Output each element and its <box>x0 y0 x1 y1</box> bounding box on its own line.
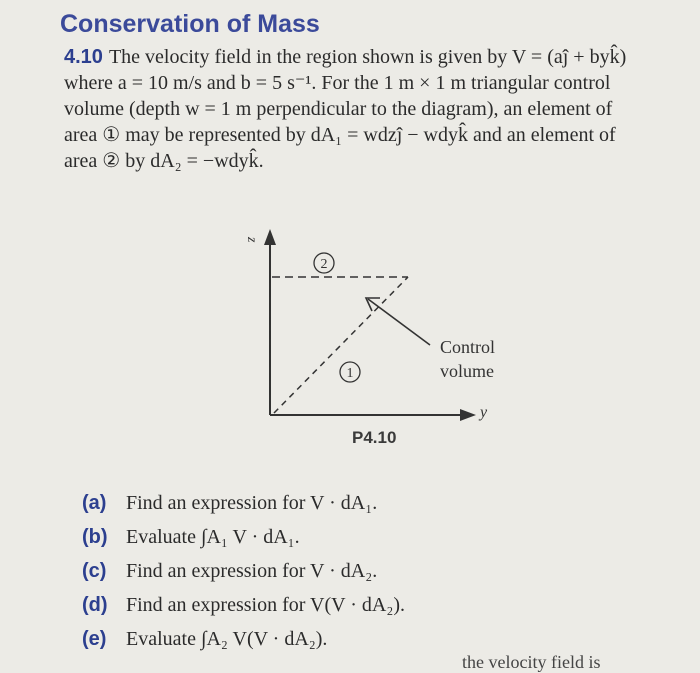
section-title: Conservation of Mass <box>60 10 320 38</box>
area-2-label: 2 <box>320 257 328 272</box>
problem-line-5: area ② by dA₂ = −wdyk̂. <box>64 150 264 172</box>
figure-caption: P4.10 <box>352 428 397 447</box>
control-volume-label-line1: Control <box>440 337 496 357</box>
cv-diagonal-edge <box>274 277 408 413</box>
part-b <box>82 520 405 554</box>
part-d-letter: (d) <box>82 593 108 616</box>
cut-off-text: the velocity field is <box>462 652 601 672</box>
problem-line-3: volume (depth w = 1 m perpendicular to the diagram), an element of <box>64 98 613 120</box>
y-axis-label: y <box>480 404 488 421</box>
problem-line-4: area ① may be represented by dA₁ = wdzĵ − wdyk̂ and an element of <box>64 124 616 146</box>
problem-parts <box>82 486 405 656</box>
part-b-text: Evaluate ∫A₁ V · dA₁. <box>126 525 300 548</box>
part-e-text: Evaluate ∫A₂ V(V · dA₂). <box>126 627 328 650</box>
part-a <box>82 486 405 520</box>
z-axis-label: z <box>244 237 259 243</box>
part-a-text: Find an expression for V · dA₁. <box>126 491 378 514</box>
area-1-label: 1 <box>346 366 354 381</box>
y-axis-arrow <box>460 409 476 421</box>
problem-line-2: where a = 10 m/s and b = 5 s⁻¹. For the 1 m × 1 m triangular control <box>64 72 611 94</box>
part-b-letter: (b) <box>82 525 108 548</box>
control-volume-label-line2: volume <box>440 361 494 381</box>
part-e-letter: (e) <box>82 627 107 650</box>
problem-statement <box>64 44 684 174</box>
part-c-letter: (c) <box>82 559 107 582</box>
problem-line-1: 4.10 The velocity field in the region shown is given by V = (aĵ + byk̂) <box>64 46 627 68</box>
part-c <box>82 554 405 588</box>
part-e <box>82 622 405 656</box>
part-c-text: Find an expression for V · dA₂. <box>126 559 378 582</box>
problem-number: 4.10 <box>64 46 103 68</box>
z-axis-arrow <box>264 229 276 245</box>
part-a-letter: (a) <box>82 491 107 514</box>
part-d-text: Find an expression for V(V · dA₂). <box>126 593 405 616</box>
control-volume-diagram <box>230 215 530 455</box>
cv-pointer-line <box>368 299 430 345</box>
part-d <box>82 588 405 622</box>
